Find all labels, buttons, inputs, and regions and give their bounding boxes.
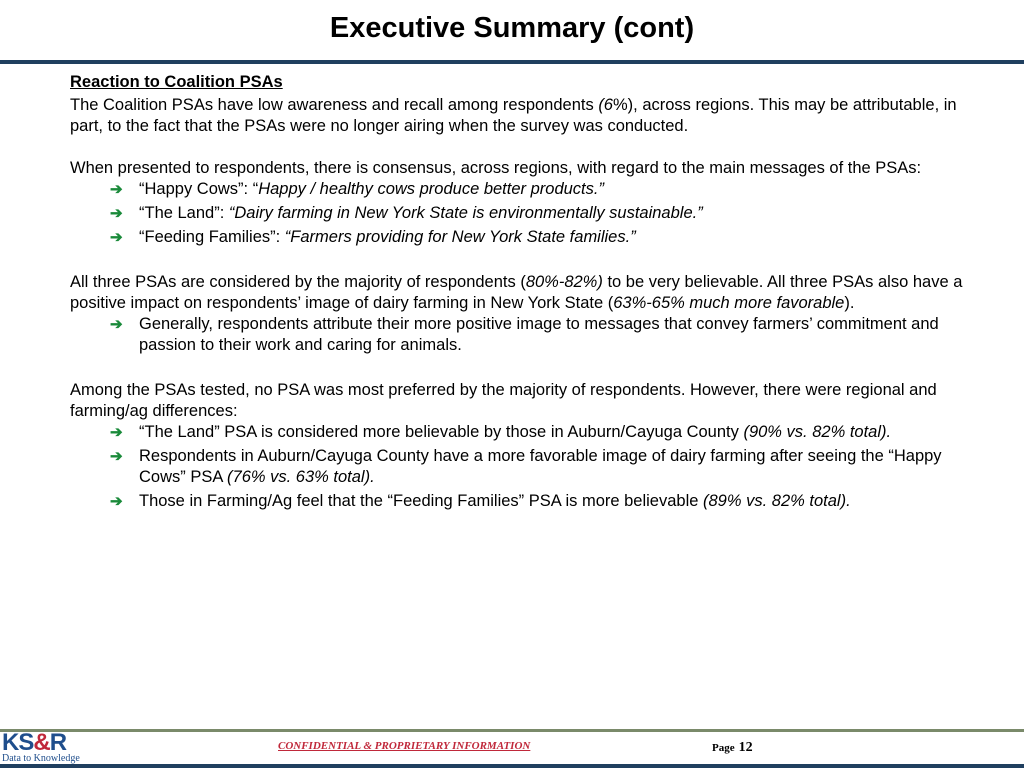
- favorability-stat: 63%-65% much more favorable: [613, 294, 845, 312]
- awareness-stat: (6: [598, 96, 613, 114]
- arrow-right-icon: ➔: [110, 316, 123, 333]
- messages-intro: When presented to respondents, there is consensus, across regions, with regard to the main messages of the PSAs:: [70, 159, 922, 177]
- list-item: [70, 203, 990, 224]
- difference-stat: (89% vs. 82% total).: [703, 492, 851, 510]
- message-quote: “Farmers providing for New York State families.”: [284, 228, 636, 246]
- confidential-notice: CONFIDENTIAL & PROPRIETARY INFORMATION: [278, 740, 531, 752]
- list-item: [70, 422, 990, 443]
- page-number: [712, 738, 753, 756]
- page-label: Page: [712, 742, 735, 754]
- awareness-text-1: The Coalition PSAs have low awareness and recall among respondents: [70, 96, 599, 114]
- list-item: [70, 314, 990, 356]
- believability-stat: 80%-82%): [525, 273, 603, 291]
- logo-tagline: Data to Knowledge: [2, 753, 80, 764]
- differences-list: [70, 422, 990, 512]
- message-name: “The Land”:: [139, 204, 229, 222]
- message-name: “Feeding Families”:: [139, 228, 285, 246]
- difference-stat: (90% vs. 82% total).: [743, 423, 892, 441]
- awareness-text-2: %), across regions. This may be attributable, in part, to the fact that the PSAs were no longer airing when the survey was conducted.: [70, 96, 957, 135]
- arrow-right-icon: ➔: [110, 424, 123, 441]
- company-logo: [0, 730, 88, 764]
- logo-wordmark: KS&R: [2, 729, 67, 756]
- believability-bullet: Generally, respondents attribute their more positive image to messages that convey farmers’ commitment and passion to their work and caring for animals.: [139, 315, 939, 354]
- footer-bottom-bar: [0, 764, 1024, 768]
- list-item: [70, 491, 990, 512]
- page-title: Executive Summary (cont): [329, 12, 695, 44]
- arrow-right-icon: ➔: [110, 205, 123, 222]
- message-quote: “Dairy farming in New York State is environmentally sustainable.”: [228, 204, 703, 222]
- arrow-right-icon: ➔: [110, 493, 123, 510]
- believability-list: [70, 314, 990, 356]
- slide-body: [70, 72, 990, 515]
- message-quote: Happy / healthy cows produce better products.”: [258, 180, 604, 198]
- preference-paragraph: Among the PSAs tested, no PSA was most preferred by the majority of respondents. However, there were regional and farming/ag differences:: [70, 381, 937, 420]
- footer-divider: [0, 729, 1024, 732]
- difference-stat: (76% vs. 63% total).: [227, 468, 375, 486]
- arrow-right-icon: ➔: [110, 181, 123, 198]
- arrow-right-icon: ➔: [110, 448, 123, 465]
- list-item: [70, 227, 990, 248]
- title-divider: [0, 60, 1024, 64]
- difference-text: Those in Farming/Ag feel that the “Feeding Families” PSA is more believable: [139, 492, 704, 510]
- difference-text: Respondents in Auburn/Cayuga County have a more favorable image of dairy farming after seeing the “Happy Cows” PSA: [139, 447, 942, 486]
- believability-text-2: to be very believable. All three PSAs also have a positive impact on respondents’ image of dairy farming in New York State (: [70, 273, 963, 312]
- believability-paragraph: [70, 272, 990, 314]
- awareness-paragraph: [70, 95, 990, 137]
- believability-text-1: All three PSAs are considered by the majority of respondents (: [70, 273, 526, 291]
- messages-list: [70, 179, 990, 248]
- believability-text-3: ).: [844, 294, 855, 312]
- section-heading: Reaction to Coalition PSAs: [70, 73, 283, 91]
- arrow-right-icon: ➔: [110, 229, 123, 246]
- page-number-value: 12: [738, 740, 753, 755]
- difference-text: “The Land” PSA is considered more believable by those in Auburn/Cayuga County: [139, 423, 744, 441]
- message-name: “Happy Cows”: “: [139, 180, 259, 198]
- list-item: [70, 446, 990, 488]
- list-item: [70, 179, 990, 200]
